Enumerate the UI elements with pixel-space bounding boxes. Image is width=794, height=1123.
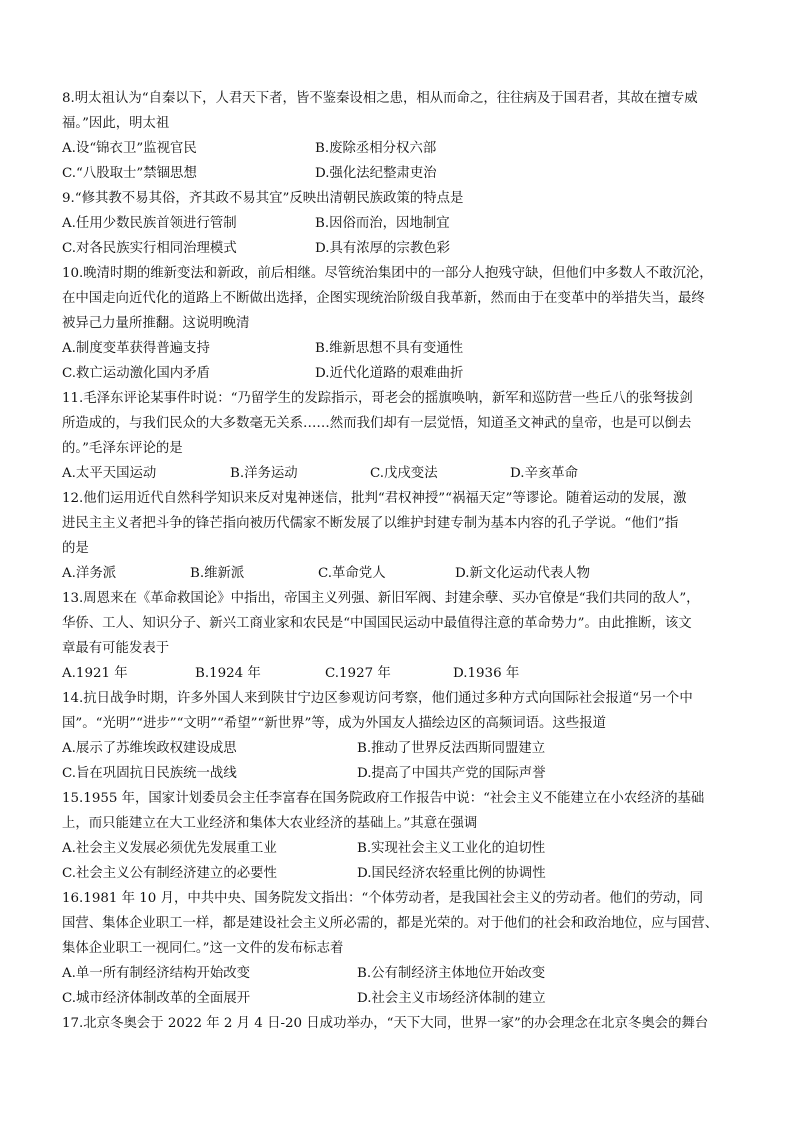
- question-17-stem-line-1: 17.北京冬奥会于 2022 年 2 月 4 日-20 日成功举办，“天下大同，世界一家”的办会理念在北京冬奥会的舞台: [62, 1016, 709, 1031]
- question-10-option-a: A.制度变革获得普遍支持: [62, 341, 210, 356]
- question-11-stem-line-1: 11.毛泽东评论某事件时说：“乃留学生的发踪指示，哥老会的摇旗唤呐，新军和巡防营一些丘八的张弩拔剑: [62, 391, 693, 406]
- question-12-option-c: C.革命党人: [318, 566, 386, 581]
- question-8-stem-line-1: 8.明太祖认为“自秦以下，人君天下者，皆不鉴秦设相之患，相从而命之，往往病及于国君者，其故在擅专威: [62, 91, 698, 106]
- question-15-option-d: D.国民经济农轻重比例的协调性: [357, 866, 546, 881]
- question-16-option-b: B.公有制经济主体地位开始改变: [357, 966, 546, 981]
- question-13-stem-line-2: 华侨、工人、知识分子、新兴工商业家和农民是“中国国民运动中最值得注意的革命势力”。由此推断，该文: [62, 616, 692, 631]
- question-8-option-a: A.设“锦衣卫”监视官民: [62, 141, 197, 156]
- question-10-stem-line-2: 在中国走向近代化的道路上不断做出选择，企图实现统治阶级自我革新，然而由于在变革中的举措失当，最终: [62, 291, 705, 306]
- question-12-stem-line-1: 12.他们运用近代自然科学知识来反对鬼神迷信，批判“君权神授”“祸福天定”等谬论。随着运动的发展，激: [62, 491, 687, 506]
- question-16-option-c: C.城市经济体制改革的全面展开: [62, 991, 251, 1006]
- question-16-option-a: A.单一所有制经济结构开始改变: [62, 966, 251, 981]
- question-8-option-b: B.废除丞相分权六部: [315, 141, 437, 156]
- question-11-stem-line-2: 所造成的，与我们民众的大多数毫无关系……然而我们却有一层觉悟，知道圣文神武的皇帝，也是可以倒去: [62, 416, 692, 431]
- question-9-option-d: D.具有浓厚的宗教色彩: [315, 241, 451, 256]
- question-8-option-d: D.强化法纪整肃吏治: [315, 166, 437, 181]
- question-15-stem-line-2: 上，而只能建立在大工业经济和集体大农业经济的基础上。”其意在强调: [62, 816, 478, 831]
- question-11-option-b: B.洋务运动: [230, 466, 298, 481]
- question-11-stem-line-3: 的。”毛泽东评论的是: [62, 441, 183, 456]
- question-14-stem-line-2: 国”。“光明”“进步”“文明”“希望”“新世界”等，成为外国友人描绘边区的高频词语。这些报道: [62, 716, 606, 731]
- question-13-option-d: D.1936 年: [453, 666, 520, 681]
- question-9-option-a: A.任用少数民族首领进行管制: [62, 216, 237, 231]
- question-13-option-b: B.1924 年: [195, 666, 261, 681]
- question-12-option-d: D.新文化运动代表人物: [455, 566, 591, 581]
- question-13-stem-line-1: 13.周恩来在《革命救国论》中指出，帝国主义列强、新旧军阀、封建余孽、买办官僚是“我们共同的敌人”，: [62, 591, 700, 606]
- question-8-stem-line-2: 福。”因此，明太祖: [62, 116, 170, 131]
- question-15-option-c: C.社会主义公有制经济建立的必要性: [62, 866, 277, 881]
- question-14-option-a: A.展示了苏维埃政权建设成思: [62, 741, 237, 756]
- question-11-option-c: C.戊戌变法: [370, 466, 438, 481]
- question-9-stem-line-1: 9.“修其教不易其俗，齐其政不易其宜”反映出清朝民族政策的特点是: [62, 191, 464, 206]
- question-13-option-c: C.1927 年: [325, 666, 391, 681]
- question-13-stem-line-3: 章最有可能发表于: [62, 641, 170, 656]
- question-15-option-b: B.实现社会主义工业化的迫切性: [357, 841, 546, 856]
- question-14-option-d: D.提高了中国共产党的国际声誉: [357, 766, 546, 781]
- question-15-option-a: A.社会主义发展必须优先发展重工业: [62, 841, 277, 856]
- question-10-option-b: B.维新思想不具有变通性: [315, 341, 464, 356]
- question-16-option-d: D.社会主义市场经济体制的建立: [357, 991, 546, 1006]
- question-11-option-a: A.太平天国运动: [62, 466, 157, 481]
- question-12-stem-line-3: 的是: [62, 541, 89, 556]
- question-14-option-b: B.推动了世界反法西斯同盟建立: [357, 741, 546, 756]
- question-16-stem-line-2: 国营、集体企业职工一样，都是建设社会主义所必需的，都是光荣的。对于他们的社会和政治地位，应与国营、: [62, 916, 719, 931]
- question-16-stem-line-3: 集体企业职工一视同仁。”这一文件的发布标志着: [62, 941, 344, 956]
- question-8-option-c: C.“八股取士”禁锢思想: [62, 166, 197, 181]
- question-16-stem-line-1: 16.1981 年 10 月，中共中央、国务院发文指出：“个体劳动者，是我国社会主义的劳动者。他们的劳动，同: [62, 891, 704, 906]
- question-14-option-c: C.旨在巩固抗日民族统一战线: [62, 766, 237, 781]
- question-10-stem-line-1: 10.晚清时期的维新变法和新政，前后相继。尽管统治集团中的一部分人抱残守缺，但他们中多数人不敢沉沦，: [62, 266, 713, 281]
- question-15-stem-line-1: 15.1955 年，国家计划委员会主任李富春在国务院政府工作报告中说：“社会主义不能建立在小农经济的基础: [62, 791, 705, 806]
- question-14-stem-line-1: 14.抗日战争时期，许多外国人来到陕甘宁边区参观访问考察，他们通过多种方式向国际社会报道“另一个中: [62, 691, 693, 706]
- question-12-option-a: A.洋务派: [62, 566, 117, 581]
- question-12-option-b: B.维新派: [190, 566, 245, 581]
- question-9-option-c: C.对各民族实行相同治理模式: [62, 241, 237, 256]
- question-13-option-a: A.1921 年: [62, 666, 128, 681]
- question-9-option-b: B.因俗而治，因地制宜: [315, 216, 450, 231]
- question-10-option-c: C.救亡运动激化国内矛盾: [62, 366, 210, 381]
- question-10-stem-line-3: 被异己力量所推翻。这说明晚清: [62, 316, 250, 331]
- question-11-option-d: D.辛亥革命: [510, 466, 579, 481]
- question-10-option-d: D.近代化道路的艰难曲折: [315, 366, 464, 381]
- question-12-stem-line-2: 进民主主义者把斗争的锋芒指向被历代儒家不断发展了以维护封建专制为基本内容的孔子学说。“他们”指: [62, 516, 679, 531]
